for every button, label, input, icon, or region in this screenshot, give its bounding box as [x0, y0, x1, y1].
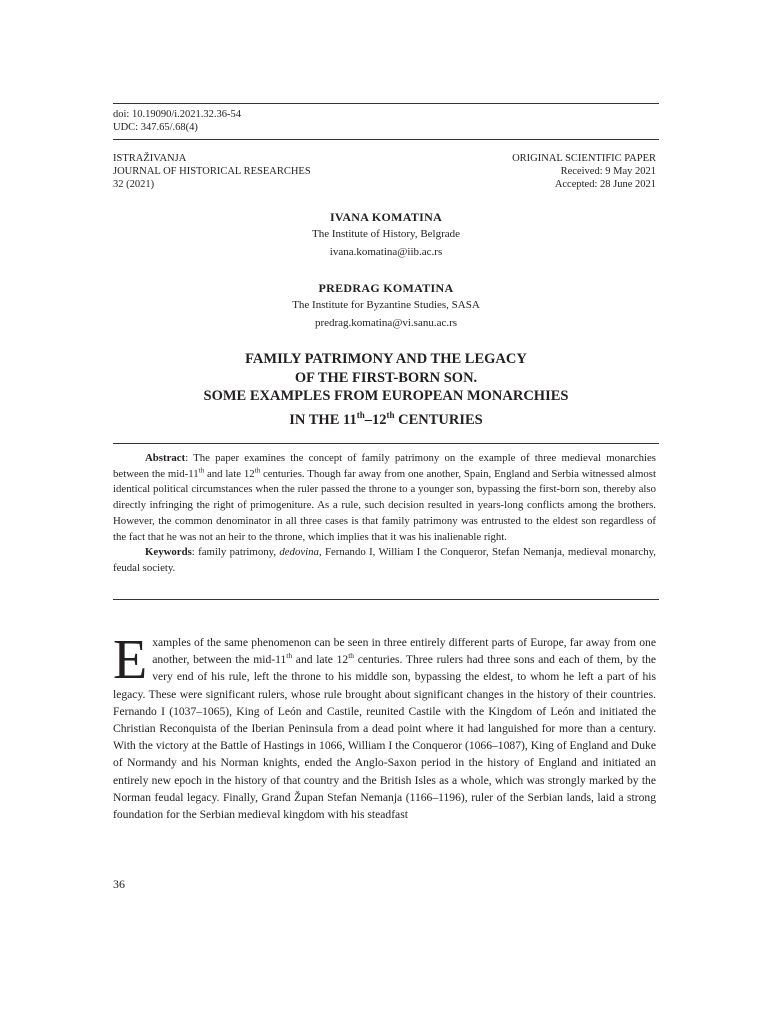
abstract-paragraph: Abstract: The paper examines the concept of family patrimony on the example of three medieval monarchies between the mid-11th and late 12th centuries. Though far away from one another, Spain, England and Serbia witnessed almost identical political circumstances when the ruler passed the throne to a younger son, bypassing the first-born son, thereby also directly infringing the right of primogeniture. As a rule, such decision resulted in years-long conflicts among the brothers. However, the common denominator in all three cases is that family patrimony was entrusted to the eldest son regardless of the fact that he was not an heir to the throne, which implies that it was his inalienable right. [113, 452, 656, 543]
abstract-bottom-rule [113, 599, 659, 600]
page-number: 36 [113, 877, 125, 891]
article-type: ORIGINAL SCIENTIFIC PAPER [512, 153, 656, 164]
article-title [113, 350, 659, 429]
keywords-paragraph: Keywords: family patrimony, dedovina, Fernando I, William I the Conqueror, Stefan Nemanja, medieval monarchy, feudal society. [113, 546, 656, 574]
header-rule [113, 139, 659, 140]
abstract-section [113, 451, 656, 577]
doi-block [113, 108, 241, 134]
received-date: Received: 9 May 2021 [560, 166, 656, 177]
body-paragraph: Examples of the same phenomenon can be seen in three entirely different parts of Europe, far away from one another, between the mid-11th and late 12th centuries. Three rulers had three sons and each of them, by the very end of his rule, left the throne to his middle son, bypassing the eldest, to whom he left a part of his legacy. These were significant rulers, whose rule brought about significant changes in the history of their countries. Fernando I (1037–1065), King of León and Castile, reunited Castile with the Kingdom of León and initiated the Christian Reconquista of the Iberian Peninsula from a dead point where it had languished for more than a century. With the victory at the Battle of Hastings in 1066, William I the Conqueror (1066–1087), King of England and Duke of Normandy and his Norman knights, ended the Anglo-Saxon period in the history of England and initiated an entirely new epoch in the history of that country and the British Isles as a whole, which was strongly marked by the Norman feudal legacy. Finally, Grand Župan Stefan Nemanja (1166–1196), ruler of the Serbian lands, laid a strong foundation for the Serbian medieval kingdom with his steadfast [113, 629, 657, 822]
doi-text: doi: 10.19090/i.2021.32.36-54 [113, 109, 242, 120]
author-name: IVANA KOMATINA [329, 210, 443, 224]
author-name: PREDRAG KOMATINA [318, 281, 454, 295]
abstract-top-rule [113, 443, 659, 444]
journal-name-local: ISTRAŽIVANJA [113, 153, 187, 164]
keywords-label: Keywords [145, 546, 192, 559]
author-affiliation: The Institute for Byzantine Studies, SASA [292, 299, 480, 311]
title-line: OF THE FIRST-BORN SON. [294, 369, 478, 386]
title-line: FAMILY PATRIMONY AND THE LEGACY [245, 351, 527, 367]
author-affiliation: The Institute of History, Belgrade [311, 228, 461, 240]
drop-cap: E [113, 629, 148, 691]
udc-text: UDC: 347.65/.68(4) [113, 122, 198, 133]
article-info [512, 152, 656, 191]
accepted-date: Accepted: 28 June 2021 [554, 179, 656, 190]
author-2 [113, 280, 659, 332]
author-1 [113, 209, 659, 261]
journal-issue: 32 (2021) [113, 179, 155, 190]
title-line: IN THE 11th–12th CENTURIES [289, 409, 483, 428]
title-line: SOME EXAMPLES FROM EUROPEAN MONARCHIES [203, 388, 569, 404]
abstract-label: Abstract [145, 452, 186, 464]
journal-name-english: JOURNAL OF HISTORICAL RESEARCHES [113, 166, 311, 177]
author-email: predrag.komatina@vi.sanu.ac.rs [314, 317, 458, 329]
author-email: ivana.komatina@iib.ac.rs [329, 246, 443, 258]
top-rule [113, 103, 659, 104]
journal-info [113, 152, 311, 191]
